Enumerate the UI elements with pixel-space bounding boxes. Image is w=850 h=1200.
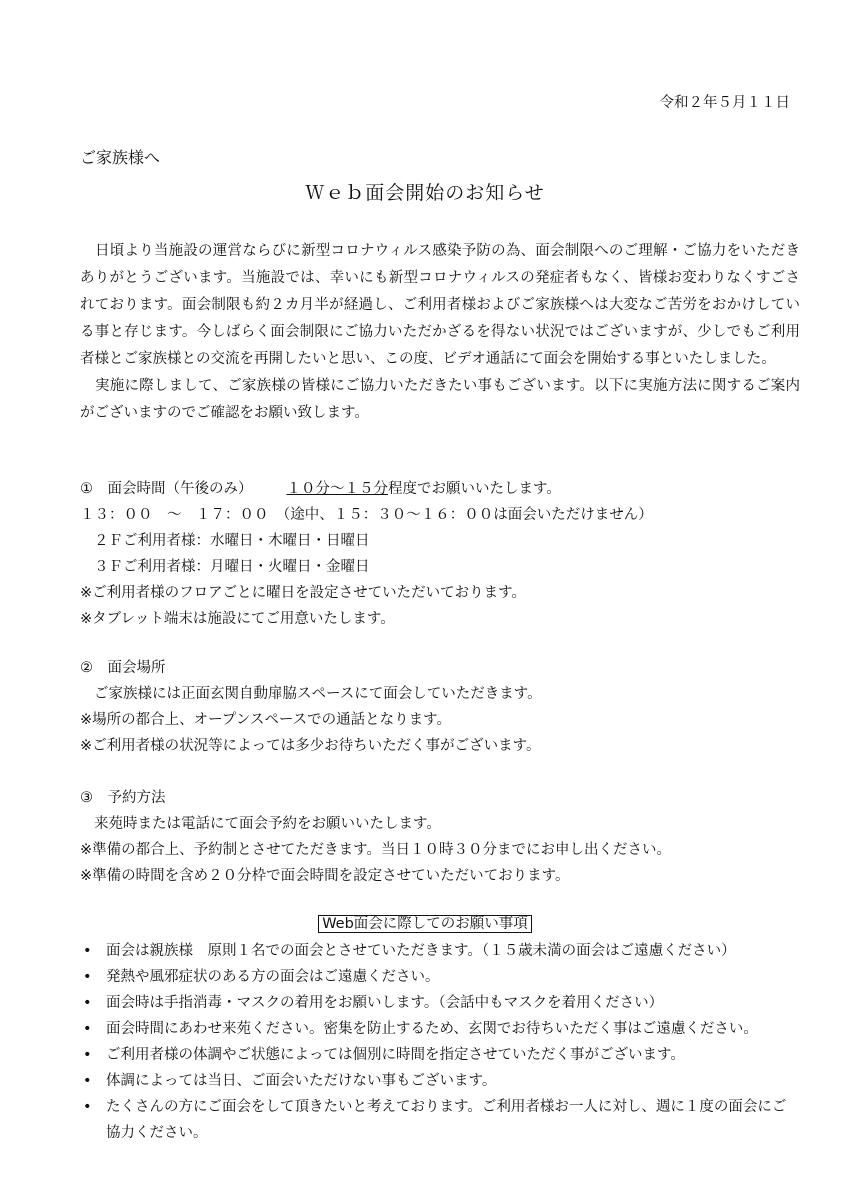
intro-text	[80, 238, 800, 427]
request-item: • ご利用者様の体調やご状態によっては個別に時間を指定させていただく事がございます。	[80, 1042, 800, 1068]
intro-paragraph-1: 日頃より当施設の運営ならびに新型コロナウィルス感染予防の為、面会制限へのご理解・ご協力をいただきありがとうございます。当施設では、幸いにも新型コロナウィルスの発症者もなく、皆様お変わりなくすごされております。面会制限も約２カ月半が経過し、ご利用者様およびご家族様へは大変なご苦労をおかけしている事と存じます。今しばらく面会制限にご協力いただかざるを得ない状況ではございますが、少しでもご利用者様とご家族様との交流を再開したいと思い、この度、ビデオ通話にて面会を開始する事といたしました。	[80, 243, 800, 367]
visit-duration: １０分～１５分	[286, 481, 388, 497]
request-item: • 面会は親族様 原則１名での面会とさせていただきます。（１５歳未満の面会はご遠慮ください）	[80, 938, 800, 964]
document-title: Ｗｅｂ面会開始のお知らせ	[305, 182, 545, 204]
section-1-note-1: ※ご利用者様のフロアごとに曜日を設定させていただいております。	[80, 585, 526, 601]
section-1-note-2: ※タブレット端末は施設にてご用意いたします。	[80, 611, 395, 627]
addressee: ご家族様へ	[80, 148, 161, 167]
section-1-heading-line	[80, 476, 800, 502]
request-item: • 面会時間にあわせ来苑ください。密集を防止するため、玄関でお待ちいただく事はご遠慮ください。	[80, 1016, 800, 1042]
requests-title: Web面会に際してのお願い事項	[318, 915, 532, 933]
section-visiting-hours	[80, 476, 800, 632]
section-3-text: 来苑時または電話にて面会予約をお願いいたします。	[94, 816, 441, 832]
requests-title-box	[0, 912, 850, 933]
section-3-note-1: ※準備の都合上、予約制とさせてただきます。当日１０時３０分までにお申し出ください。	[80, 842, 671, 858]
section-2-text: ご家族様には正面玄関自動扉脇スペースにて面会していただきます。	[94, 686, 542, 702]
requests-list	[80, 938, 800, 1146]
section-3-heading: ③ 予約方法	[80, 790, 166, 806]
request-item: • 体調によっては当日、ご面会いただけない事もございます。	[80, 1068, 800, 1094]
intro-paragraph-2: 実施に際しまして、ご家族様の皆様にご協力いただきたい事もございます。以下に実施方法に関するご案内がございますのでご確認をお願い致します。	[80, 378, 800, 421]
section-1-heading: ① 面会時間（午後のみ）	[80, 481, 253, 497]
section-visiting-place	[80, 655, 800, 759]
floor-3-days: ３Ｆご利用者様：月曜日・火曜日・金曜日	[94, 559, 370, 575]
section-reservation	[80, 785, 800, 889]
visit-duration-suffix: 程度でお願いいたします。	[388, 481, 561, 497]
section-2-note-1: ※場所の都合上、オープンスペースでの通話となります。	[80, 712, 452, 728]
section-3-note-2: ※準備の時間を含め２０分枠で面会時間を設定させていただいております。	[80, 868, 570, 884]
section-2-note-2: ※ご利用者様の状況等によっては多少お待ちいただく事がございます。	[80, 738, 541, 754]
request-item: • たくさんの方にご面会をして頂きたいと考えております。ご利用者様お一人に対し、週に１度の面会にご協力ください。	[80, 1094, 800, 1146]
request-item: • 面会時は手指消毒・マスクの着用をお願いします。（会話中もマスクを着用ください）	[80, 990, 800, 1016]
visiting-hours: １３：００ ～ １７：００ （途中、１５：３０～１６：００は面会いただけません）	[80, 507, 653, 523]
request-item: • 発熱や風邪症状のある方の面会はご遠慮ください。	[80, 964, 800, 990]
section-2-heading: ② 面会場所	[80, 660, 166, 676]
floor-2-days: ２Ｆご利用者様：水曜日・木曜日・日曜日	[94, 533, 370, 549]
document-date: 令和２年５月１１日	[659, 95, 790, 111]
